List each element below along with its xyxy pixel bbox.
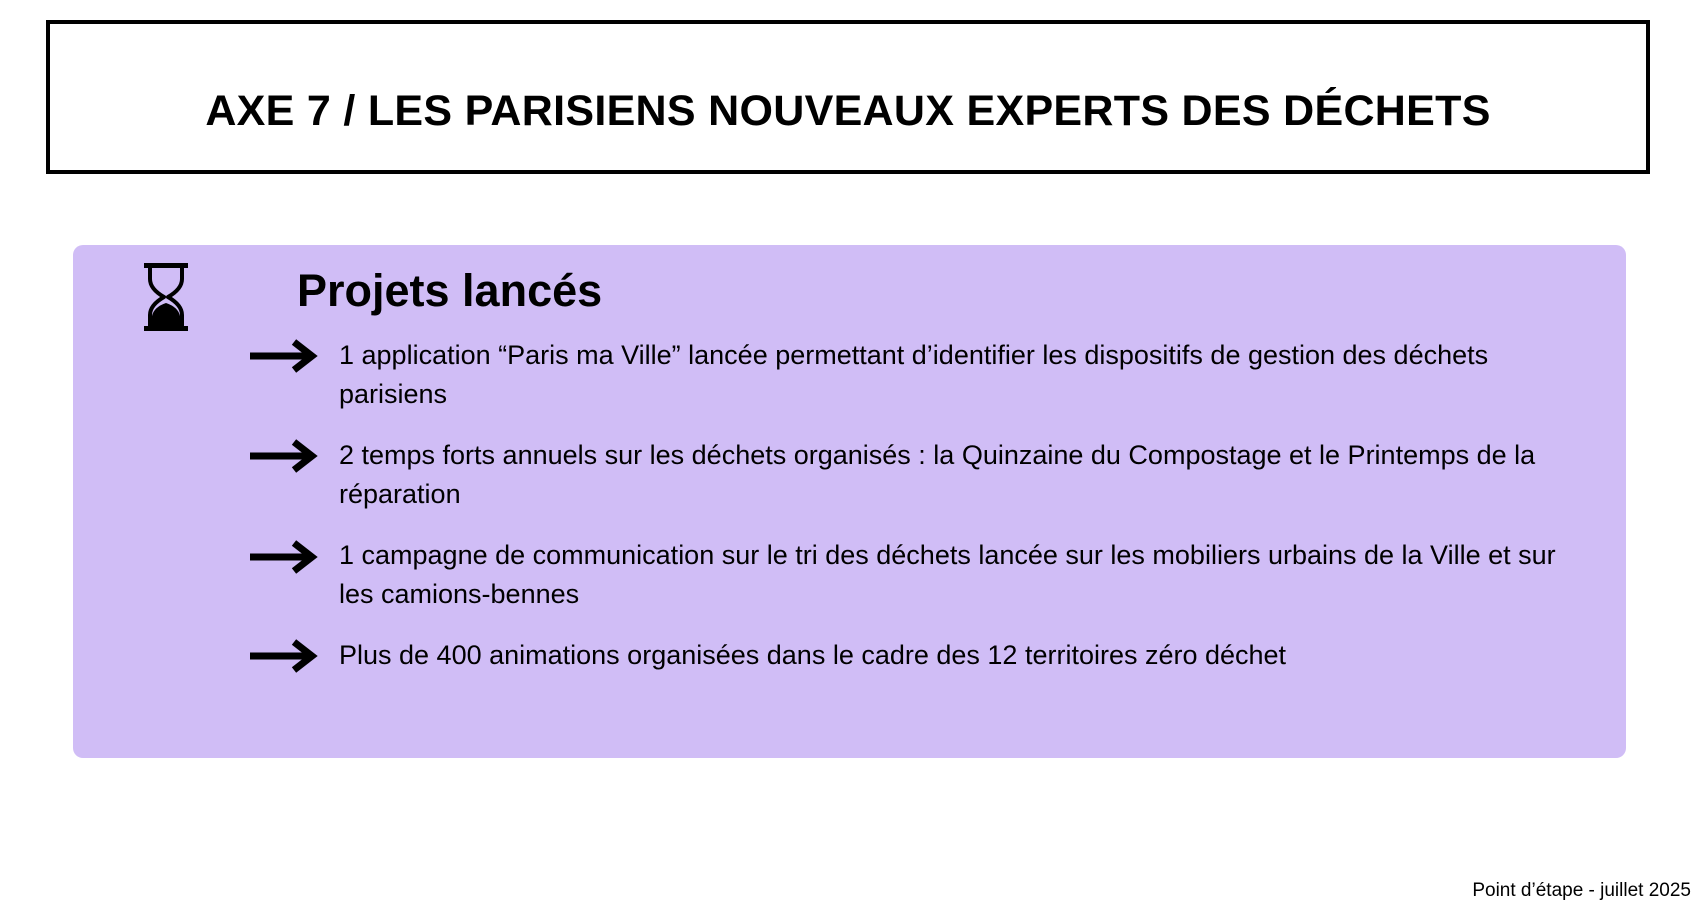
right-arrow-icon [248,339,318,373]
list-item-text: 2 temps forts annuels sur les déchets organisés : la Quinzaine du Compostage et le Printemps de la réparation [339,440,1536,509]
right-arrow-icon [248,439,318,473]
footer-note: Point d’étape - juillet 2025 [1472,880,1691,901]
list-item-text: 1 campagne de communication sur le tri des déchets lancée sur les mobiliers urbains de la Ville et sur les camions-bennes [339,540,1556,609]
page-title: AXE 7 / LES PARISIENS NOUVEAUX EXPERTS DES DÉCHETS [205,87,1491,135]
list-item-text: Plus de 400 animations organisées dans le cadre des 12 territoires zéro déchet [339,640,1287,670]
list-item-text: 1 application “Paris ma Ville” lancée permettant d’identifier les dispositifs de gestion des déchets parisiens [339,340,1489,409]
right-arrow-icon [248,540,318,574]
right-arrow-icon [248,639,318,673]
panel-heading: Projets lancés [297,265,603,316]
hourglass-icon [142,263,190,331]
title-box [46,20,1650,174]
